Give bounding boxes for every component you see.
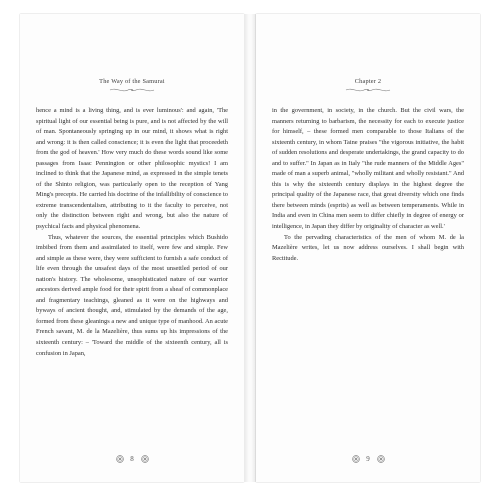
left-paragraph-2: Thus, whatever the sources, the essential principles which Bushido imbibed from them and assimilated to itself, were few and simple. Few and simple as these were, they were sufficient to furnish a safe conduct of life even through the unsafest days of the most unsettled period of our nation's history. The wholesome, unsophisticated nature of our warrior ancestors derived ample food for their spirit from a sheaf of commonplace and fragmentary teachings, gleaned as it were on the highways and byways of ancient thought, and, stimulated by the demands of the age, formed from these gleanings a new and unique type of manhood. An acute French savant, M. de la Mazelière, thus sums up his impressions of the sixteenth century: – 'Toward the middle of the sixteenth century, all is confusion in Japan, [36,233,228,357]
left-page-number: 8 [130,455,134,464]
book-gutter [244,14,256,482]
right-paragraph-1: in the government, in society, in the church. But the civil wars, the manners returning to barbarism, the necessity for each to execute justice for himself, – these formed men comparable to those Italians of the sixteenth century, in whom Taine praises "the vigorous initiative, the habit of sudden resolutions and desperate undertakings, the grand capacity to do and to suffer." In Japan as in Italy "the rude manners of the Middle Ages" made of man a superb animal, "wholly militant and wholly resistant." And this is why the sixteenth century displays in the highest degree the principal quality of the Japanese race, that great diversity which one finds there between minds (esprits) as well as between temperaments. While in India and even in China men seem to differ chiefly in degree of energy or intelligence, in Japan they differ by originality of character as well.' [272,107,464,231]
scroll-flourish-icon [344,87,392,93]
rosette-icon [377,455,385,463]
right-paragraph-2: To the pervading characteristics of the men of whom M. de la Mazelière writes, let us now address ourselves. I shall begin with Rectitude. [272,233,464,262]
left-body-text [36,106,228,359]
right-body-text [272,106,464,264]
rosette-icon [116,455,124,463]
rosette-icon [352,455,360,463]
rosette-icon [141,455,149,463]
right-page [256,14,480,482]
left-page [20,14,244,482]
right-page-footer [256,455,480,463]
right-running-head: Chapter 2 [354,78,382,85]
left-paragraph-1: hence a mind is a living thing, and is ever luminous': and again, 'The spiritual light of our essential being is pure, and is not affected by the will of man. Spontaneously springing up in our mind, it shows what is right and wrong: it is then called conscience; it is even the light that proceedeth from the god of heaven.' How very much do these words sound like some passages from Isaac Pennington or other philosophic mystics! I am inclined to think that the Japanese mind, as expressed in the simple tenets of the Shinto religion, was particularly open to the reception of Yang Ming's precepts. He carried his doctrine of the infallibility of conscience to extreme transcendentalism, attributing to it the faculty to perceive, not only the distinction between right and wrong, but also the nature of psychical facts and physical phenomena. [36,107,228,231]
scroll-flourish-icon [108,87,156,93]
right-page-number: 9 [366,455,370,464]
left-running-head: The Way of the Samurai [99,78,165,85]
left-page-footer [20,455,244,463]
